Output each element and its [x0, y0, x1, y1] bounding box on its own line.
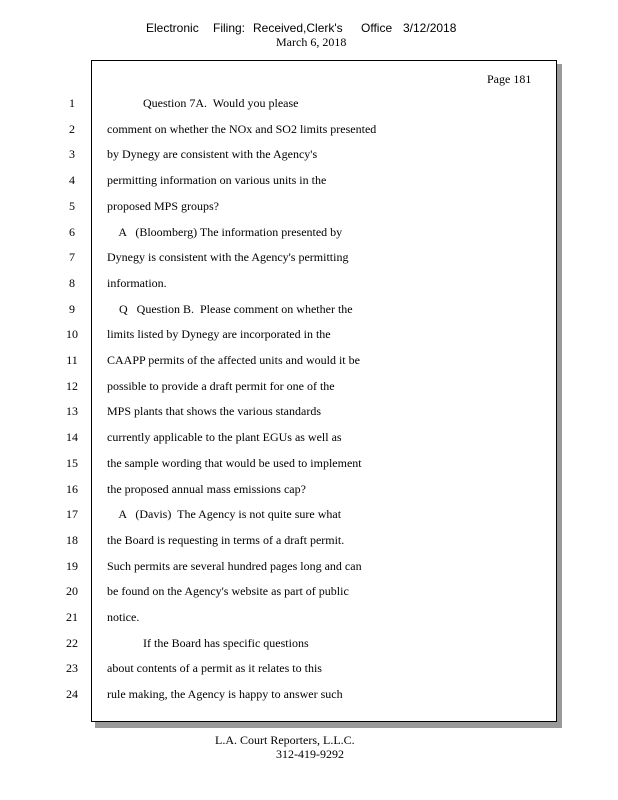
line-number: 18: [66, 533, 78, 547]
line-number: 4: [69, 173, 75, 187]
line-text: about contents of a permit as it relates to this: [107, 661, 322, 675]
line-text: CAAPP permits of the affected units and would it be: [107, 353, 360, 367]
line-text: be found on the Agency's website as part of public: [107, 584, 349, 598]
stamp-word-office: Office: [361, 21, 393, 35]
line-text: Question 7A. Would you please: [107, 96, 299, 110]
transcript-date: March 6, 2018: [276, 35, 347, 49]
stamp-word-received: Received,Clerk's: [253, 21, 343, 35]
line-number: 9: [69, 302, 75, 316]
line-text: the Board is requesting in terms of a draft permit.: [107, 533, 345, 547]
line-number: 3: [69, 147, 75, 161]
stamp-date-received: 3/12/2018: [403, 21, 457, 35]
line-number: 5: [69, 199, 75, 213]
line-number: 13: [66, 404, 78, 418]
line-text: MPS plants that shows the various standards: [107, 404, 321, 418]
line-number: 19: [66, 559, 78, 573]
line-text: notice.: [107, 610, 140, 624]
line-text: information.: [107, 276, 167, 290]
line-number: 15: [66, 456, 78, 470]
line-text: the proposed annual mass emissions cap?: [107, 482, 306, 496]
line-number: 1: [69, 96, 75, 110]
line-text: limits listed by Dynegy are incorporated in the: [107, 327, 331, 341]
line-text: Dynegy is consistent with the Agency's permitting: [107, 250, 349, 264]
line-number: 12: [66, 379, 78, 393]
line-number: 21: [66, 610, 78, 624]
line-number: 11: [66, 353, 78, 367]
line-text: If the Board has specific questions: [107, 636, 309, 650]
line-number: 16: [66, 482, 78, 496]
page-number: Page 181: [487, 72, 532, 86]
stamp-word-electronic: Electronic: [146, 21, 199, 35]
line-text: possible to provide a draft permit for one of the: [107, 379, 335, 393]
line-text: currently applicable to the plant EGUs as well as: [107, 430, 342, 444]
line-number: 17: [66, 507, 78, 521]
line-text: Such permits are several hundred pages long and can: [107, 559, 362, 573]
line-text: the sample wording that would be used to implement: [107, 456, 362, 470]
footer-phone: 312-419-9292: [276, 747, 344, 761]
line-text: comment on whether the NOx and SO2 limits presented: [107, 122, 377, 136]
line-number: 8: [69, 276, 75, 290]
footer-company: L.A. Court Reporters, L.L.C.: [215, 733, 355, 747]
line-number: 7: [69, 250, 75, 264]
line-text: Q Question B. Please comment on whether the: [107, 302, 353, 316]
line-number: 10: [66, 327, 78, 341]
line-text: rule making, the Agency is happy to answer such: [107, 687, 343, 701]
line-number: 14: [66, 430, 78, 444]
line-number: 2: [69, 122, 75, 136]
stamp-word-filing: Filing:: [213, 21, 246, 35]
line-number: 20: [66, 584, 78, 598]
line-number: 23: [66, 661, 78, 675]
line-text: A (Bloomberg) The information presented by: [107, 225, 343, 239]
line-text: A (Davis) The Agency is not quite sure what: [107, 507, 342, 521]
line-text: proposed MPS groups?: [107, 199, 220, 213]
line-text: by Dynegy are consistent with the Agency's: [107, 147, 318, 161]
line-number: 6: [69, 225, 75, 239]
line-number: 24: [66, 687, 78, 701]
line-text: permitting information on various units in the: [107, 173, 327, 187]
line-number: 22: [66, 636, 78, 650]
